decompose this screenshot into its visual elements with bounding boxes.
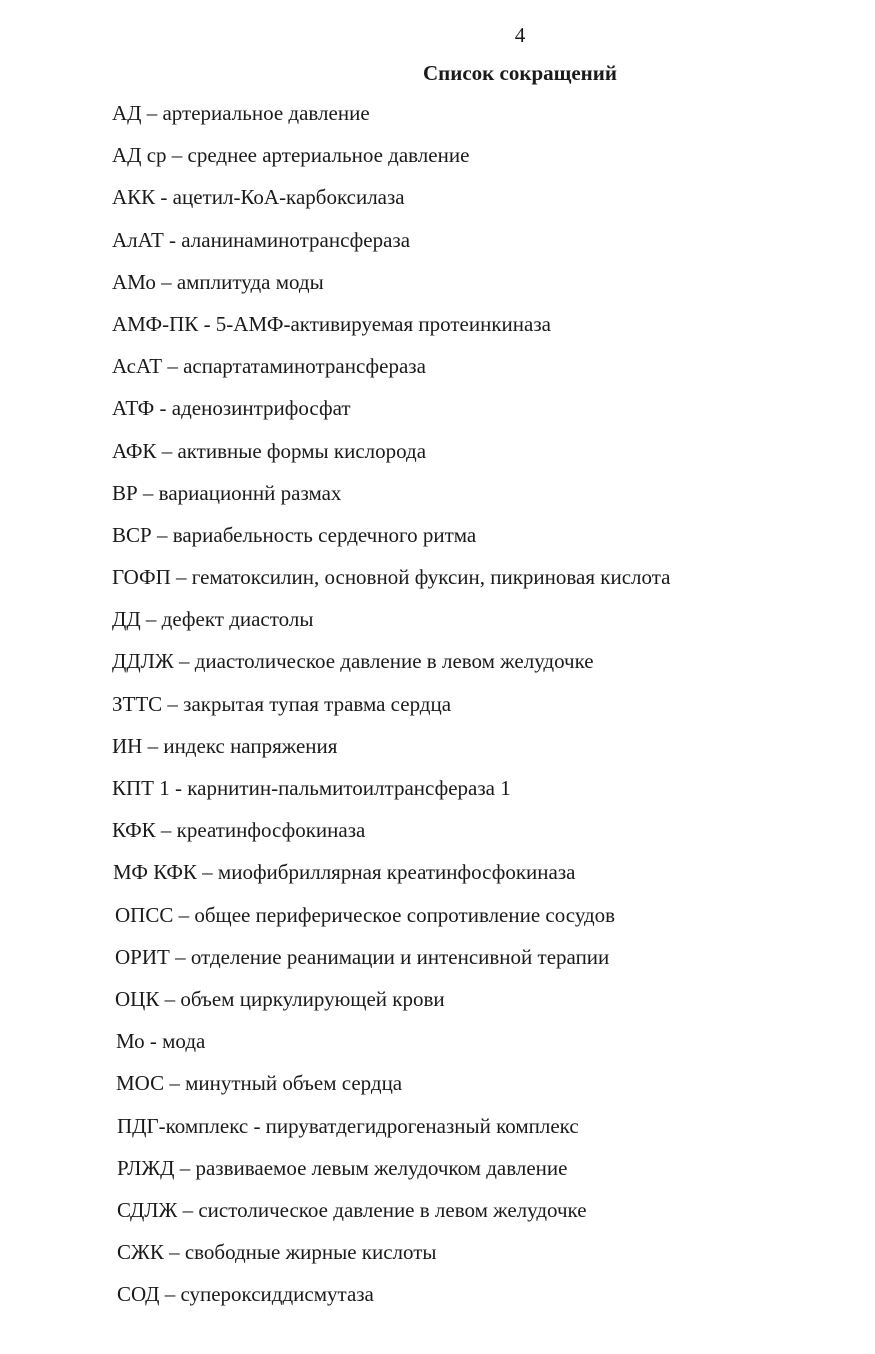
- abbreviation-item: РЛЖД – развиваемое левым желудочком давление: [117, 1155, 568, 1180]
- abbreviation-item: КФК – креатинфосфокиназа: [112, 818, 366, 843]
- abbreviation-item: АлАТ - аланинаминотрансфераза: [112, 227, 411, 252]
- abbreviation-item: ГОФП – гематоксилин, основной фуксин, пикриновая кислота: [112, 565, 671, 590]
- abbreviation-item: МФ КФК – миофибриллярная креатинфосфокиназа: [113, 860, 576, 885]
- abbreviation-item: ПДГ-комплекс - пируватдегидрогеназный комплекс: [117, 1113, 579, 1138]
- abbreviation-item: АМФ-ПК - 5-АМФ-активируемая протеинкиназа: [112, 311, 551, 336]
- abbreviation-item: СЖК – свободные жирные кислоты: [117, 1240, 437, 1265]
- abbreviation-item: ОПСС – общее периферическое сопротивление сосудов: [115, 902, 616, 927]
- abbreviation-item: АКК - ацетил-КоА-карбоксилаза: [112, 185, 405, 210]
- abbreviation-item: ВР – вариационнй размах: [112, 480, 342, 505]
- abbreviation-item: ВСР – вариабельность сердечного ритма: [112, 522, 477, 547]
- abbreviation-item: СОД – супероксиддисмутаза: [117, 1282, 374, 1307]
- abbreviation-item: КПТ 1 - карнитин-пальмитоилтрансфераза 1: [112, 776, 511, 800]
- abbreviation-item: ДД – дефект диастолы: [112, 607, 314, 632]
- abbreviation-item: Мо - мода: [116, 1029, 206, 1054]
- abbreviation-item: СДЛЖ – систолическое давление в левом желудочке: [117, 1197, 587, 1222]
- abbreviation-item: АД ср – среднее артериальное давление: [112, 143, 470, 168]
- page-number: 4: [514, 23, 526, 47]
- abbreviation-item: ИН – индекс напряжения: [112, 733, 338, 758]
- abbreviation-item: АсАТ – аспартатаминотрансфераза: [112, 354, 426, 379]
- abbreviation-list: [0, 100, 875, 1323]
- page-title: Список сокращений: [423, 61, 617, 85]
- abbreviation-item: ОЦК – объем циркулирующей крови: [115, 986, 445, 1011]
- abbreviation-item: МОС – минутный объем сердца: [116, 1071, 403, 1096]
- abbreviation-item: ОРИТ – отделение реанимации и интенсивной терапии: [115, 944, 610, 969]
- abbreviation-item: ЗТТС – закрытая тупая травма сердца: [112, 691, 452, 716]
- abbreviation-item: ДДЛЖ – диастолическое давление в левом желудочке: [112, 649, 594, 674]
- abbreviation-item: АМо – амплитуда моды: [112, 269, 324, 294]
- abbreviation-item: АД – артериальное давление: [112, 101, 370, 125]
- abbreviation-item: АФК – активные формы кислорода: [112, 438, 427, 463]
- abbreviation-item: АТФ - аденозинтрифосфат: [112, 396, 351, 421]
